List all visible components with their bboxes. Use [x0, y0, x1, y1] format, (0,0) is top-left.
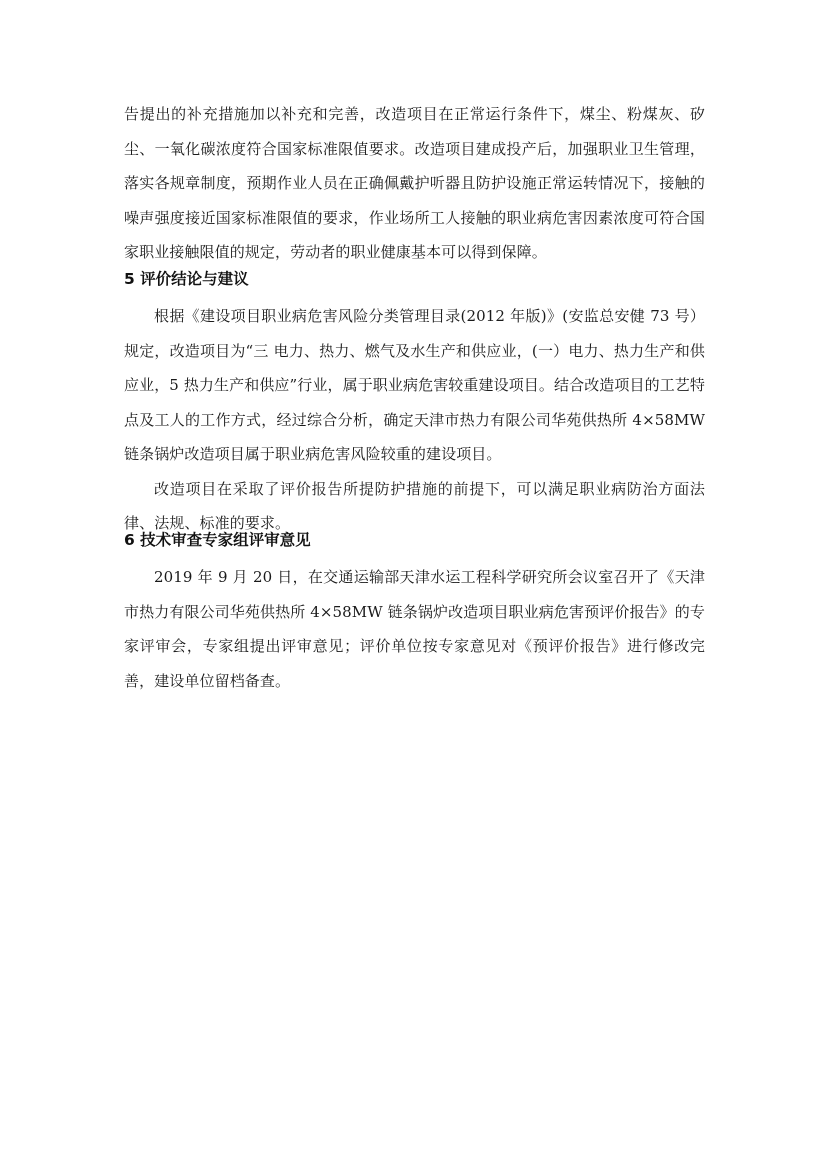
- section-5-heading: 5 评价结论与建议: [124, 270, 249, 288]
- section-5-paragraph-1: 根据《建设项目职业病危害风险分类管理目录(2012 年版)》(安监总安健 73 号）规定，改造项目为“三 电力、热力、燃气及水生产和供应业，(一）电力、热力生产和供应业，5 热力生产和供应”行业，属于职业病危害较重建设项目。结合改造项目的工艺特点及工人的工作方式，经过综合分析，确定天津市热力有限公司华苑供热所 4×58MW 链条锅炉改造项目属于职业病危害风险较重的建设项目。: [124, 307, 705, 463]
- section-6-heading: 6 技术审查专家组评审意见: [124, 531, 311, 549]
- section-6: [124, 529, 705, 698]
- section-5: [124, 268, 705, 541]
- section-5-paragraph-2: 改造项目在采取了评价报告所提防护措施的前提下，可以满足职业病防治方面法律、法规、标准的要求。: [124, 479, 705, 532]
- intro-paragraph: 告提出的补充措施加以补充和完善，改造项目在正常运行条件下，煤尘、粉煤灰、矽尘、一氧化碳浓度符合国家标准限值要求。改造项目建成投产后，加强职业卫生管理，落实各规章制度，预期作业人员在正确佩戴护听器且防护设施正常运转情况下，接触的噪声强度接近国家标准限值的要求，作业场所工人接触的职业病危害因素浓度可符合国家职业接触限值的规定，劳动者的职业健康基本可以得到保障。: [124, 105, 705, 261]
- section-6-paragraph-1: 2019 年 9 月 20 日，在交通运输部天津水运工程科学研究所会议室召开了《天津市热力有限公司华苑供热所 4×58MW 链条锅炉改造项目职业病危害预评价报告》的专家评审会，专家组提出评审意见；评价单位按专家意见对《预评价报告》进行修改完善，建设单位留档备查。: [124, 568, 705, 690]
- intro-section: [124, 97, 705, 270]
